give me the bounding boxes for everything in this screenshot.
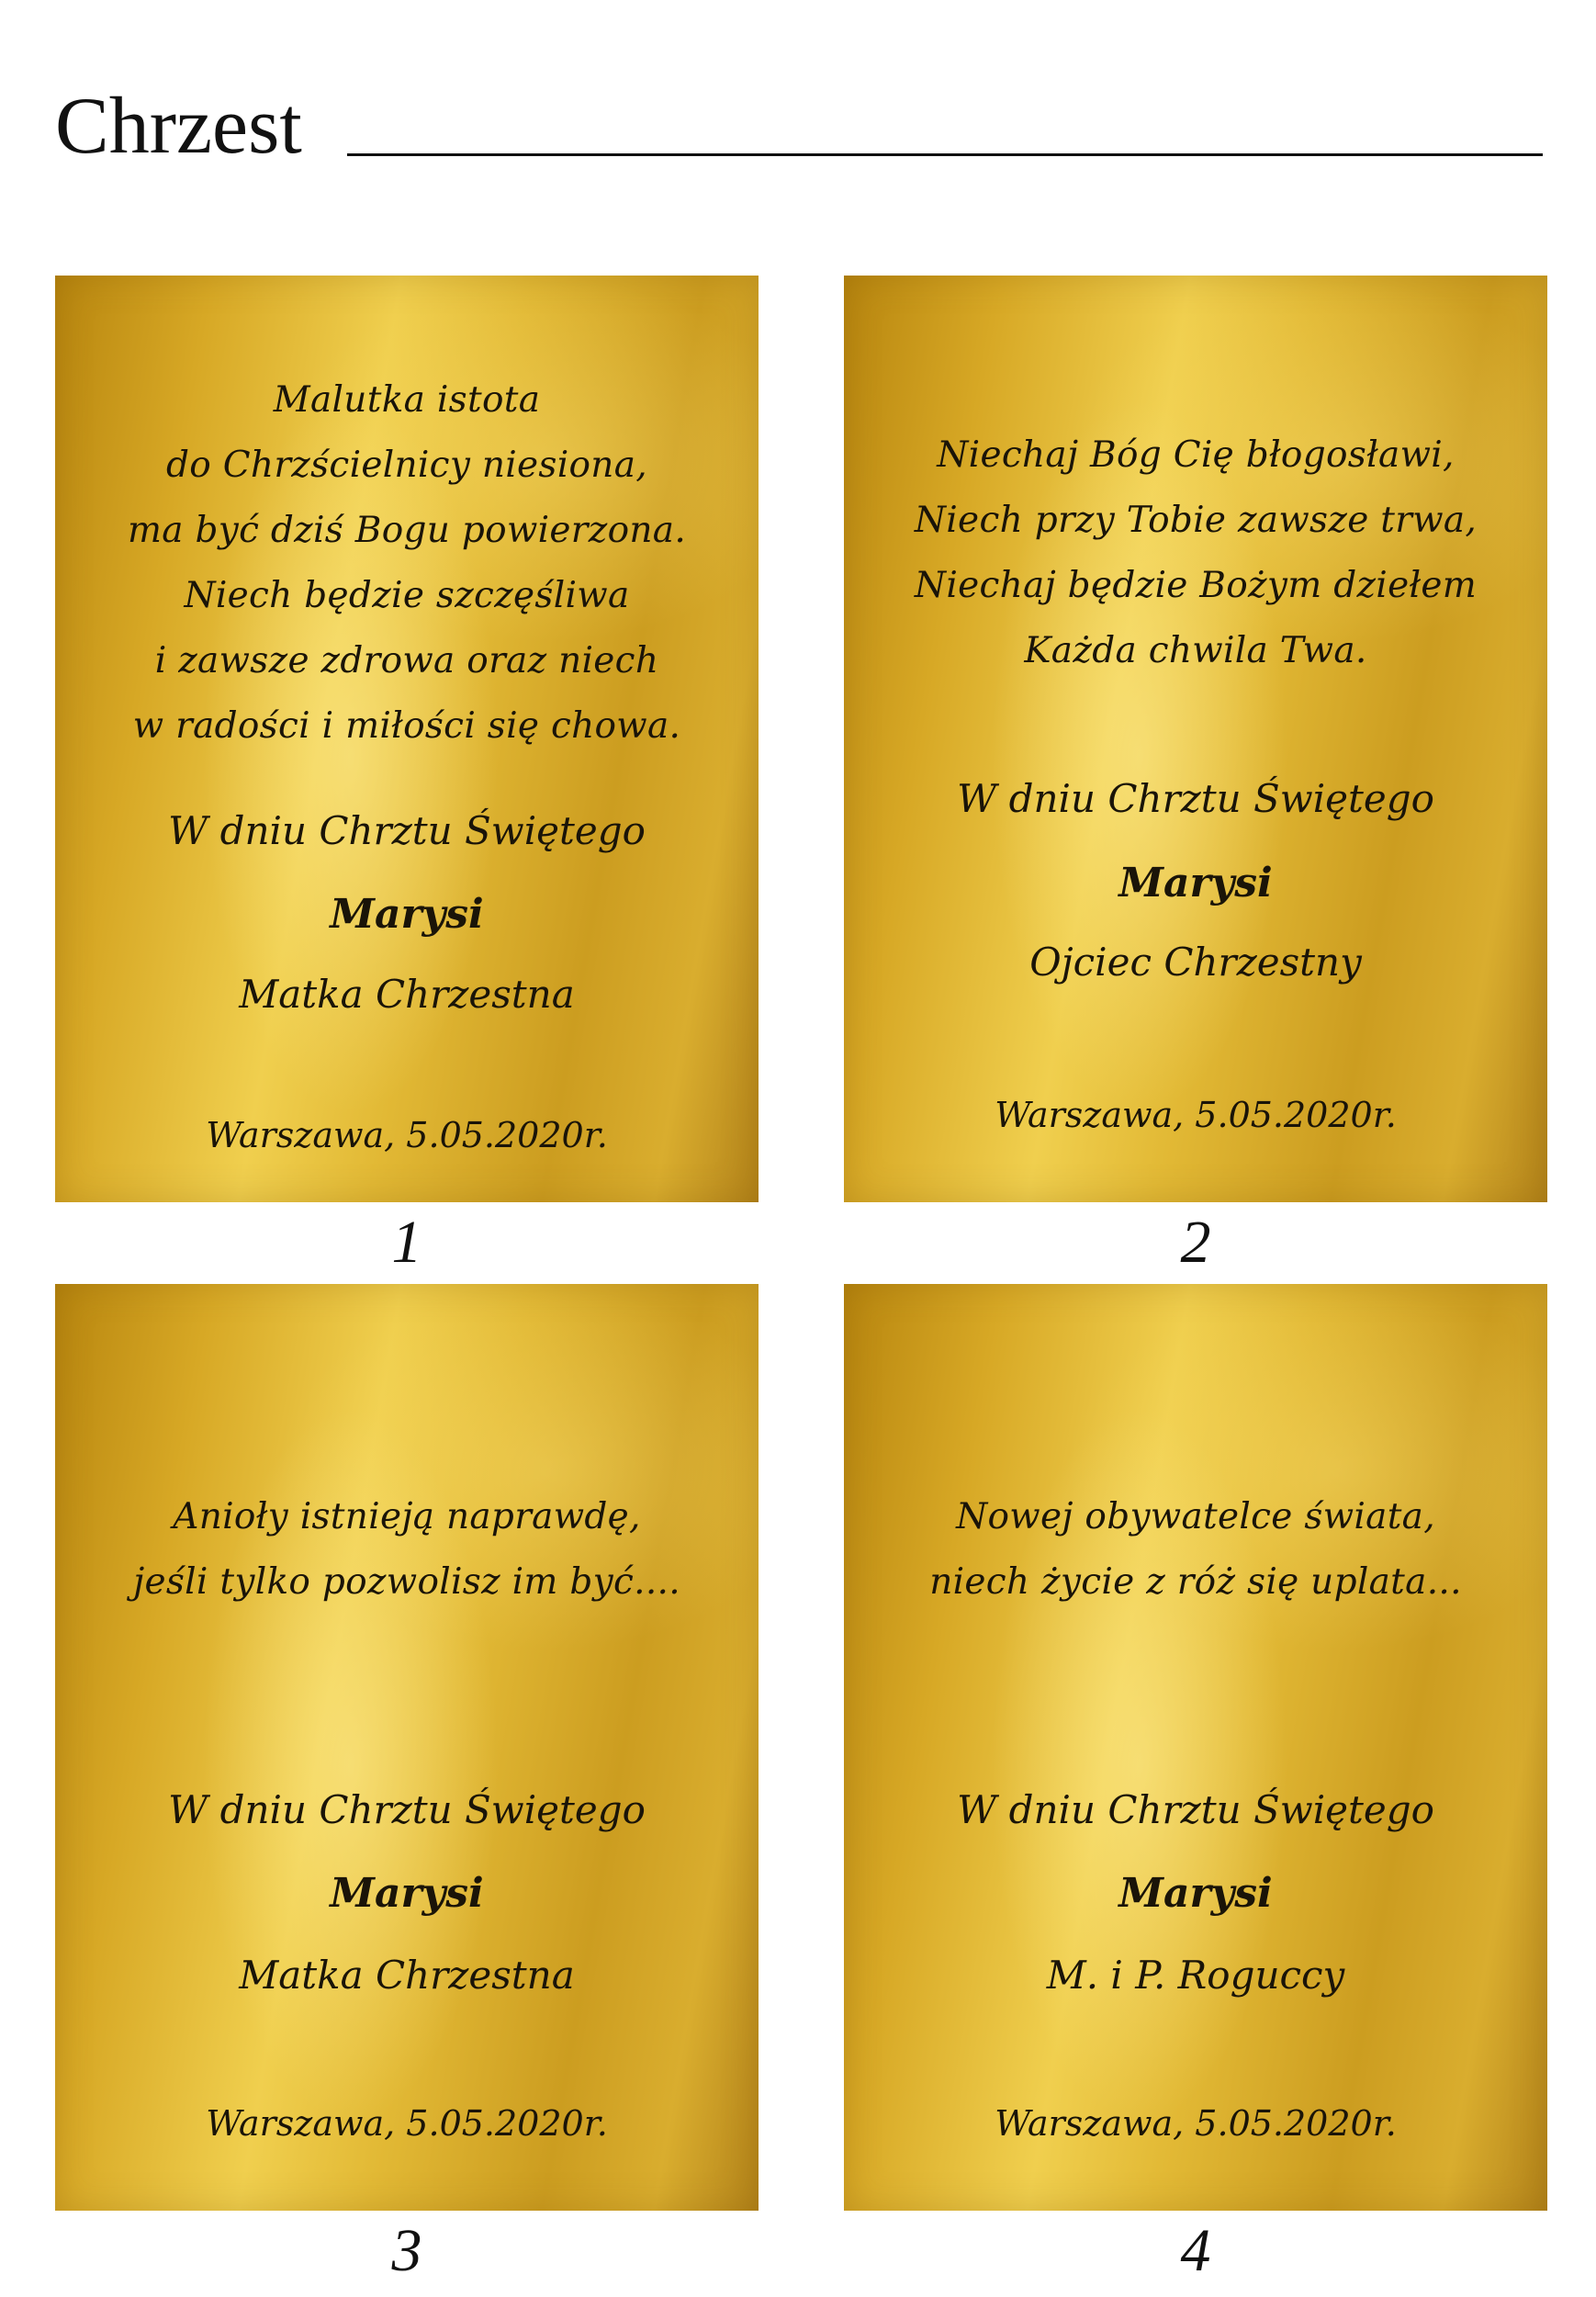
- plate-number: 1: [391, 1209, 422, 1276]
- plate-date: Warszawa, 5.05.2020r.: [995, 2103, 1397, 2144]
- verse-line: Każda chwila Twa.: [1024, 630, 1367, 671]
- plate-date: Warszawa, 5.05.2020r.: [206, 1115, 608, 1155]
- plate-option-1[interactable]: [55, 276, 759, 1202]
- plate-occasion: W dniu Chrztu Świętego: [168, 808, 646, 853]
- plate-verse: [844, 1484, 1547, 1615]
- plate-option-2[interactable]: [844, 276, 1547, 1202]
- plate-verse: [844, 422, 1547, 683]
- plate-number: 3: [391, 2217, 422, 2284]
- plate-option-3[interactable]: [55, 1284, 759, 2211]
- verse-line: w radości i miłości się chowa.: [132, 705, 681, 747]
- plate-occasion: W dniu Chrztu Świętego: [168, 1787, 646, 1832]
- plate-name: Marysi: [330, 1870, 484, 1917]
- verse-line: Anioły istnieją naprawdę,: [173, 1496, 641, 1537]
- verse-line: do Chrzścielnicy niesiona,: [166, 445, 647, 486]
- plate-name: Marysi: [330, 891, 484, 938]
- plate-from: Matka Chrzestna: [239, 1953, 575, 1998]
- plate-verse: [55, 1484, 759, 1615]
- verse-line: Niech przy Tobie zawsze trwa,: [914, 500, 1478, 541]
- verse-line: Malutka istota: [273, 379, 541, 421]
- page-header: [55, 81, 1543, 173]
- plate-date: Warszawa, 5.05.2020r.: [995, 1095, 1397, 1135]
- verse-line: i zawsze zdrowa oraz niech: [154, 640, 659, 681]
- plate-name: Marysi: [1118, 860, 1273, 906]
- page-title: Chrzest: [55, 82, 302, 171]
- verse-line: Niechaj będzie Bożym dziełem: [914, 565, 1478, 606]
- verse-line: jeśli tylko pozwolisz im być....: [133, 1561, 680, 1603]
- plate-occasion: W dniu Chrztu Świętego: [957, 776, 1434, 821]
- plate-number: 4: [1180, 2217, 1211, 2284]
- verse-line: niech życie z róż się uplata...: [929, 1561, 1462, 1603]
- verse-line: Nowej obywatelce świata,: [956, 1496, 1435, 1537]
- verse-line: Niechaj Bóg Cię błogosławi,: [937, 434, 1455, 476]
- plate-occasion: W dniu Chrztu Świętego: [957, 1787, 1434, 1832]
- plate-from: M. i P. Roguccy: [1046, 1953, 1345, 1998]
- verse-line: ma być dziś Bogu powierzona.: [127, 510, 687, 551]
- plate-from: Matka Chrzestna: [239, 972, 575, 1017]
- plate-number: 2: [1180, 1209, 1211, 1276]
- plate-verse: [55, 367, 759, 759]
- verse-line: Niech będzie szczęśliwa: [184, 575, 630, 616]
- plate-option-4[interactable]: [844, 1284, 1547, 2211]
- title-underline: [347, 153, 1543, 156]
- plate-from: Ojciec Chrzestny: [1029, 940, 1362, 985]
- plate-date: Warszawa, 5.05.2020r.: [206, 2103, 608, 2144]
- plate-name: Marysi: [1118, 1870, 1273, 1917]
